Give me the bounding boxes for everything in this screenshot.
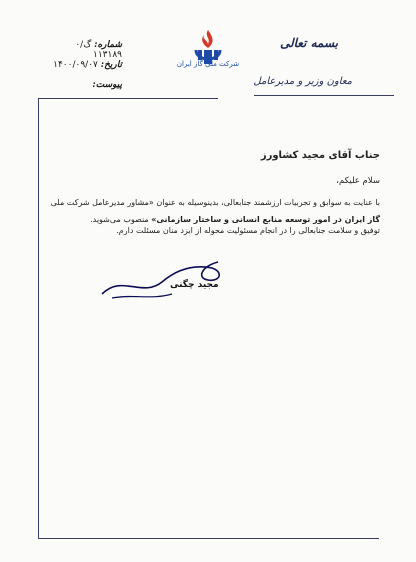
salutation: جناب آقای مجید کشاورز — [260, 150, 380, 161]
nigc-logo-icon — [178, 26, 238, 82]
letter-frame — [38, 98, 379, 539]
letter-number — [46, 40, 122, 60]
number-label: شماره: — [94, 40, 122, 50]
number-value: گ/۰ ۱۱۳۱۸۹ — [75, 40, 122, 60]
body-paragraph-2: توفیق و سلامت جنابعالی را در انجام مسئولیت محوله از ایزد منان مسئلت دارم. — [116, 226, 380, 235]
bismillah-heading: بسمه تعالی — [279, 36, 338, 50]
letter-date — [46, 60, 122, 70]
para1-end: منصوب می‌شوید. — [90, 215, 152, 224]
signatory-name: مجید چگنی — [170, 280, 219, 290]
attachment-label: پیوست: — [92, 80, 122, 90]
letter-attachment — [46, 80, 122, 90]
greeting: سلام علیکم، — [336, 176, 380, 186]
para1-line-a: با عنایت به سوابق و تجربیات ارزشمند جنابعالی، بدینوسیله به عنوان «مشاور مدیرعامل شرکت ملی — [50, 198, 380, 207]
deputy-title: معاون وزیر و مدیرعامل — [253, 76, 352, 87]
header-divider — [254, 95, 394, 96]
para1-title: گاز ایران در امور توسعه منابع انسانی و ساختار سازمانی» — [151, 215, 380, 224]
logo-caption: شرکت ملی گاز ایران — [176, 60, 240, 68]
date-value: ۱۴۰۰/۰۹/۰۷ — [53, 60, 98, 70]
date-label: تاریخ: — [100, 60, 122, 70]
body-paragraph-1 — [40, 194, 380, 228]
handwritten-signature — [92, 254, 242, 304]
